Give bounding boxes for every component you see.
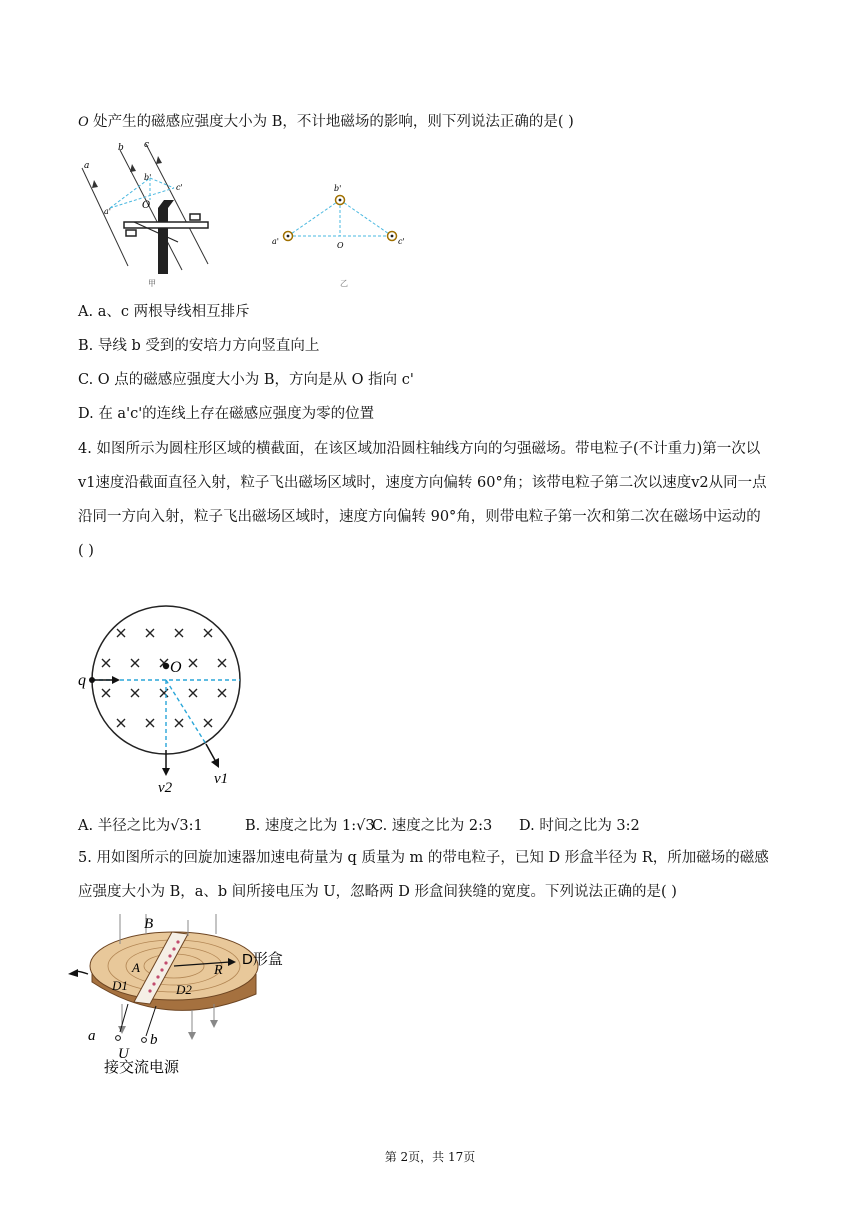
q5-stem-line1: 5. 用如图所示的回旋加速器加速电荷量为 q 质量为 m 的带电粒子，已知 D 形盒半径为 R，所加磁场的磁感 [78, 850, 769, 866]
label-r: R [214, 963, 223, 978]
label-b: b [118, 143, 124, 153]
q3-option-c: C. O 点的磁感应强度大小为 B，方向是从 O 指向 c' [78, 372, 414, 388]
q3-figure-right [268, 182, 418, 290]
q4-stem-line2: v1速度沿截面直径入射，粒子飞出磁场区域时，速度方向偏转 60°角；该带电粒子第二次以速度v2从同一点 [78, 475, 767, 491]
q3-option-d: D. 在 a'c'的连线上存在磁感应强度为零的位置 [78, 406, 375, 422]
label-c: c [144, 140, 150, 150]
caption-ac-source: 接交流电源 [104, 1059, 180, 1076]
q4-stem-line3: 沿同一方向入射，粒子飞出磁场区域时，速度方向偏转 90°角，则带电粒子第一次和第二次在磁场中运动的 [78, 509, 761, 525]
q4-stem-line4: ( ) [78, 543, 94, 559]
q3-stem: O 处产生的磁感应强度大小为 B，不计地磁场的影响，则下列说法正确的是( ) [78, 114, 574, 130]
label-b-field: B [144, 916, 154, 932]
q4-figure [76, 620, 246, 800]
label-u: U [118, 1046, 129, 1062]
label-q: q [78, 672, 86, 689]
label-o: O [170, 659, 182, 676]
q4-option-b: B. 速度之比为 1:√3 [245, 818, 375, 834]
q4-option-a: A. 半径之比为√3:1 [78, 818, 203, 834]
label-o: O [142, 200, 151, 211]
q3-figure-left [78, 138, 218, 288]
label-d2: D2 [176, 982, 192, 997]
label-a-terminal: a [88, 1028, 96, 1044]
magnetic-field-crosses [102, 629, 226, 727]
label-v1: v1 [214, 771, 229, 787]
q5-figure [68, 912, 308, 1082]
label-a-prime: a' [272, 237, 279, 246]
q4-stem-line1: 4. 如图所示为圆柱形区域的横截面，在该区域加沿圆柱轴线方向的匀强磁场。带电粒子(不计重力)第一次以 [78, 441, 761, 457]
page-footer: 第 2页，共 17页 [384, 1150, 476, 1164]
q3-option-a: A. a、c 两根导线相互排斥 [78, 304, 250, 320]
label-d-box: D形盒 [242, 951, 283, 968]
label-a: a [84, 161, 90, 171]
label-v2: v2 [158, 780, 173, 796]
q4-option-c: C. 速度之比为 2:3 [372, 818, 493, 834]
q4-option-d: D. 时间之比为 3:2 [519, 818, 640, 834]
q3-option-b: B. 导线 b 受到的安培力方向竖直向上 [78, 338, 320, 354]
q5-stem-line2: 应强度大小为 B，a、b 间所接电压为 U，忽略两 D 形盒间狭缝的宽度。下列说法正确的是( ) [78, 884, 677, 900]
label-d1: D1 [112, 978, 128, 993]
caption-yi: 乙 [340, 279, 348, 288]
label-o: O [337, 241, 344, 250]
label-a-center: A [132, 960, 140, 975]
label-b-terminal: b [150, 1032, 158, 1048]
label-c-prime: c' [398, 237, 405, 246]
label-a-prime: a' [104, 207, 111, 216]
label-b-prime: b' [334, 184, 342, 193]
label-c-prime: c' [176, 183, 183, 192]
caption-jia: 甲 [148, 279, 156, 288]
label-b-prime: b' [144, 173, 152, 182]
